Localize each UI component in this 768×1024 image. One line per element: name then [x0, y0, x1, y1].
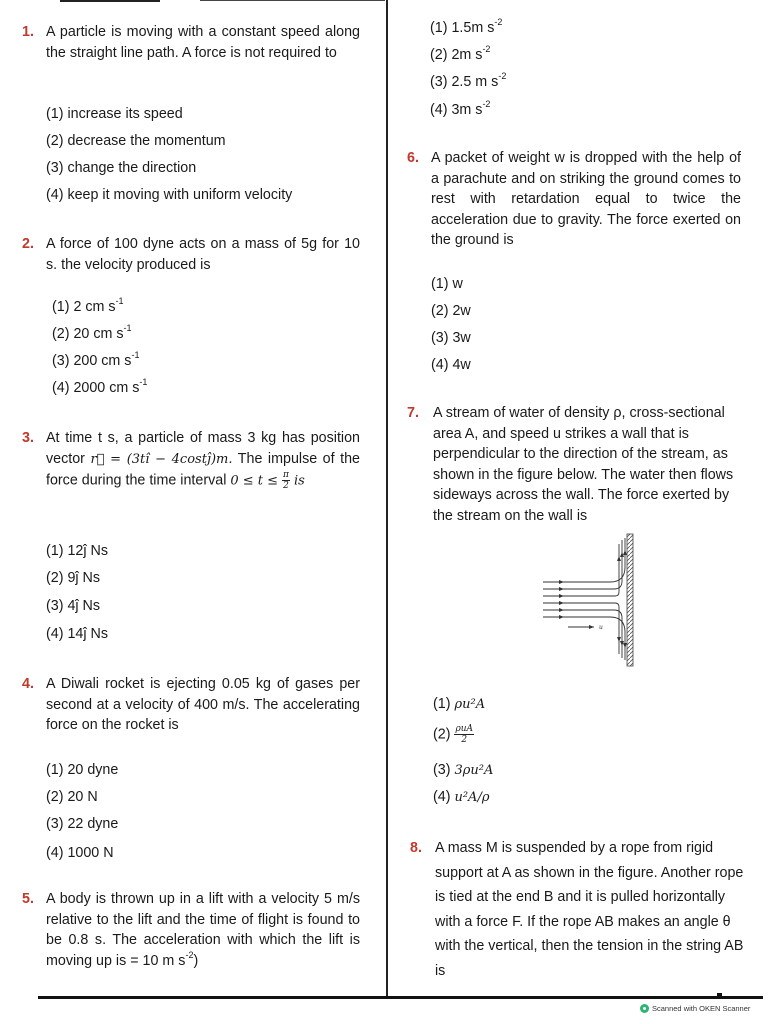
- speed-label: u: [599, 624, 603, 631]
- option: (3) 3w: [431, 330, 471, 346]
- option: (3) change the direction: [46, 160, 197, 176]
- question-6: [407, 148, 741, 251]
- question-5: [22, 889, 360, 971]
- option: (2) 20 cm $s^{-1}$: [52, 323, 132, 342]
- option: (3) 2.5 m $s^{-2}$: [430, 71, 507, 90]
- option: (4) 3m $s^{-2}$: [430, 99, 491, 118]
- option: (4) 1000 N: [46, 845, 114, 861]
- question-number: 6.: [407, 150, 419, 166]
- pi-over-2-fraction: $\frac{\pi}{2}$: [283, 470, 289, 492]
- top-rule-left: [60, 0, 160, 2]
- option: (1) 20 dyne: [46, 762, 119, 778]
- question-number: 3.: [22, 430, 34, 446]
- question-3: [22, 428, 360, 492]
- option: (1) w: [431, 276, 463, 292]
- question-number: 1.: [22, 24, 34, 40]
- option: (2) 2m $s^{-2}$: [430, 44, 491, 63]
- question-text: A particle is moving with a constant speed along the straight line path. A force is not required to: [46, 24, 360, 61]
- flow-arrows: [559, 550, 627, 648]
- option: (3) 4ĵ Ns: [46, 598, 101, 614]
- scanner-logo-icon: [640, 1004, 649, 1013]
- question-number: 2.: [22, 236, 34, 252]
- question-text: At time t s, a particle of mass 3 kg has position vector r⃗ = (3tî − 4costĵ)m. The impulse of the force during the time interval 0 ≤ t ≤ $\frac{\pi}{2}$ is: [46, 430, 360, 492]
- option: (1) 1.5m $s^{-2}$: [430, 17, 503, 36]
- question-text: A Diwali rocket is ejecting 0.05 kg of gases per second at a velocity of 400 m/s. The accelerating force on the rocket is: [46, 676, 360, 734]
- option: (4) keep it moving with uniform velocity: [46, 187, 293, 203]
- bottom-rule: [38, 996, 763, 999]
- question-number: 5.: [22, 891, 34, 907]
- bottom-rule-tick: [717, 993, 722, 998]
- option: (2) 9ĵ Ns: [46, 570, 101, 586]
- question-number: 7.: [407, 405, 419, 421]
- option: (1) 12ĵ Ns: [46, 543, 108, 559]
- question-8: [410, 836, 745, 984]
- wall: [627, 534, 633, 666]
- option: (2) 20 N: [46, 789, 98, 805]
- question-number: 4.: [22, 676, 34, 692]
- option: (2) $\frac{\text{ρuA}}{2}$: [433, 724, 474, 745]
- scanner-watermark: Scanned with OKEN Scanner: [640, 1004, 750, 1013]
- option: (1) 2 cm $s^{-1}$: [52, 296, 124, 315]
- column-divider: [386, 0, 388, 998]
- question-7: [407, 403, 743, 527]
- option: (1) increase its speed: [46, 106, 183, 122]
- option: (4) 4w: [431, 357, 471, 373]
- option: (3) 3ρu²A: [433, 762, 494, 778]
- option: (1) ρu²A: [433, 696, 486, 712]
- question-number: 8.: [410, 840, 422, 856]
- question-1: [22, 22, 360, 63]
- question-4: [22, 674, 360, 736]
- option: (3) 22 dyne: [46, 816, 119, 832]
- option: (2) 2w: [431, 303, 471, 319]
- position-vector-formula: r⃗ = (3tî − 4costĵ)m.: [90, 451, 233, 467]
- option: (4) 2000 cm $s^{-1}$: [52, 377, 148, 396]
- option: (4) u²A/ρ: [433, 789, 490, 805]
- question-2: [22, 234, 360, 275]
- option: (3) 200 cm $s^{-1}$: [52, 350, 140, 369]
- stream-lines: [543, 538, 625, 660]
- question-text: A force of 100 dyne acts on a mass of 5g for 10 s. the velocity produced is: [46, 236, 360, 273]
- question-text: A body is thrown up in a lift with a velocity 5 m/s relative to the lift and the time of flight is found to be 0.8 s. The acceleration with which the lift is moving up is = 10 m $s^{-2}$): [46, 891, 360, 969]
- question-text: A mass M is suspended by a rope from rigid support at A as shown in the figure. Another rope is tied at the end B and it is pulled horizontally with a force F. If the rope AB makes an angle θ with the vertical, then the tension in the string AB is: [435, 840, 744, 979]
- option: (2) decrease the momentum: [46, 133, 226, 149]
- question-text: A packet of weight w is dropped with the help of a parachute and on striking the ground comes to rest with retardation equal to twice the acceleration due to gravity. The force exerted on the ground is: [431, 150, 741, 249]
- option: (4) 14ĵ Ns: [46, 626, 108, 642]
- question-text: A stream of water of density ρ, cross-sectional area A, and speed u strikes a wall that is perpendicular to the direction of the stream, as shown in the figure below. The water then flows sideways across the wall. The force exerted by the stream on the wall is: [433, 405, 734, 524]
- water-stream-figure: [538, 530, 648, 670]
- top-rule-right: [200, 0, 385, 1]
